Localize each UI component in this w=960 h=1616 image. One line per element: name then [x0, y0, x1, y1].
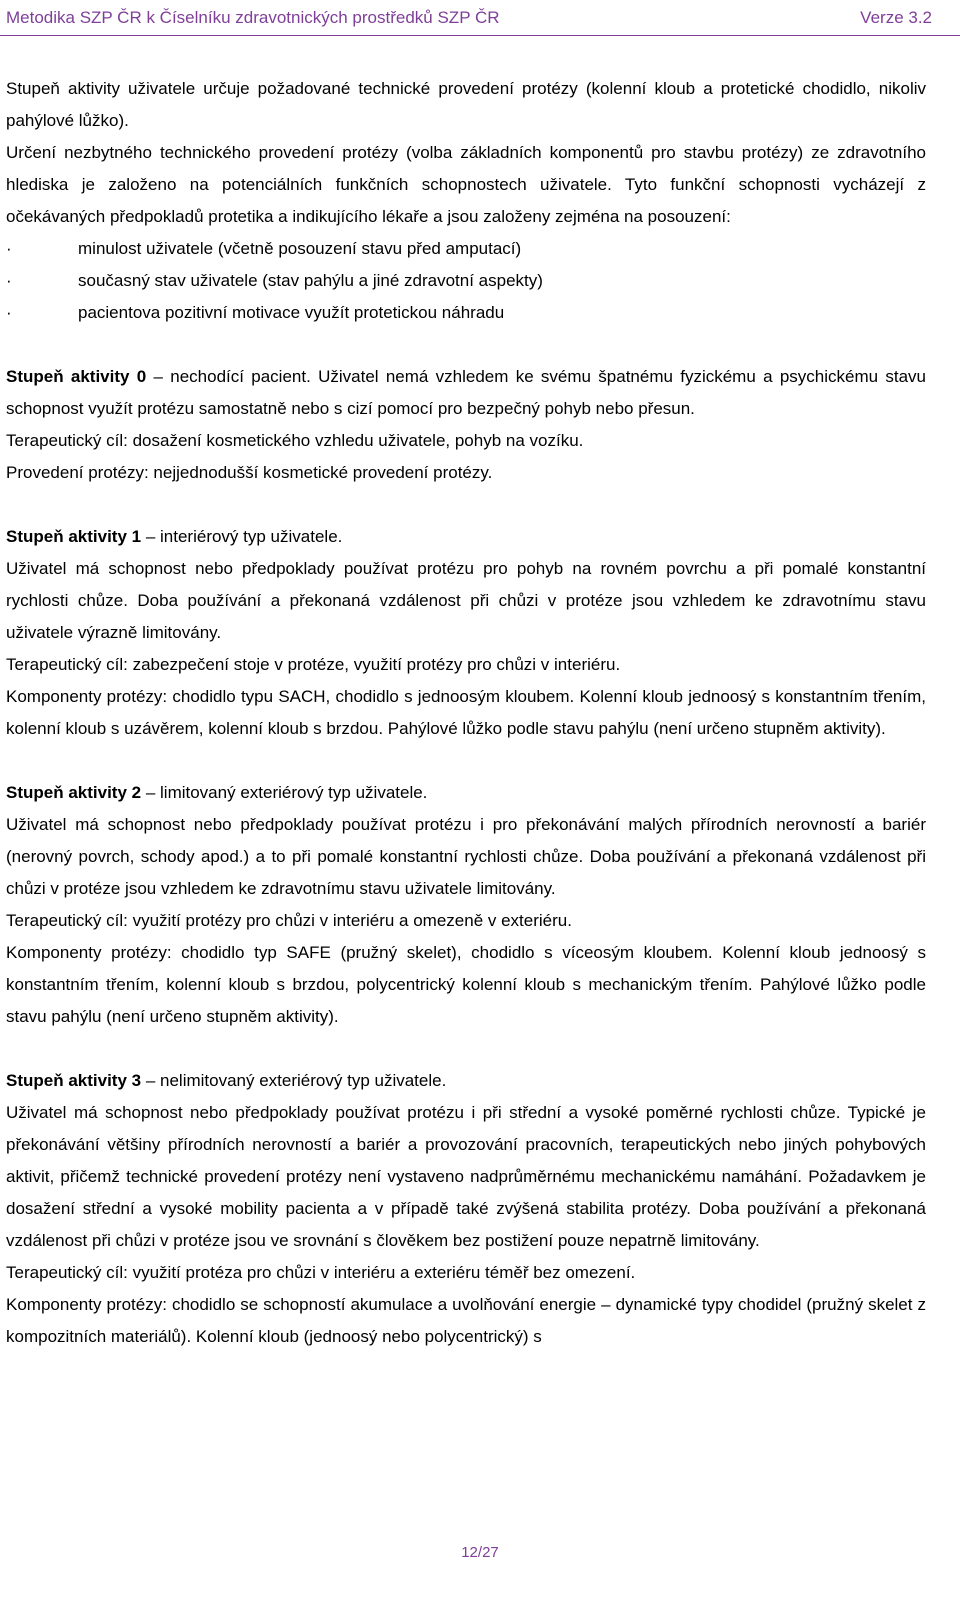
level-0-description: Uživatel nemá vzhledem ke svému špatnému fyzickému a psychickému stavu schopnost využít protézu samostatně nebo s cizí pomocí pro bezpečný pohyb nebo přesun. [6, 367, 926, 418]
list-item [6, 265, 926, 297]
level-0-heading: Stupeň aktivity 0 [6, 367, 147, 386]
list-item [6, 297, 926, 329]
list-item [6, 233, 926, 265]
page-header [0, 0, 960, 36]
page-number: 12/27 [461, 1544, 499, 1561]
level-1-heading: Stupeň aktivity 1 [6, 527, 142, 546]
level-1-goal: Terapeutický cíl: zabezpečení stoje v protéze, využití protézy pro chůzi v interiéru. [6, 655, 621, 674]
level-3-heading: Stupeň aktivity 3 [6, 1071, 142, 1090]
bullet-icon: · [6, 239, 12, 258]
header-divider [0, 35, 960, 36]
level-1-section [6, 521, 926, 553]
level-3-lead: nelimitovaný exteriérový typ uživatele. [160, 1071, 447, 1090]
level-2-goal: Terapeutický cíl: využití protézy pro chůzi v interiéru a omezeně v exteriéru. [6, 911, 572, 930]
level-3-goal: Terapeutický cíl: využití protéza pro chůzi v interiéru a exteriéru téměř bez omezení. [6, 1263, 636, 1282]
level-0-dash: – [146, 367, 171, 386]
document-body [6, 73, 926, 1353]
level-0-design: Provedení protézy: nejjednodušší kosmetické provedení protézy. [6, 463, 493, 482]
level-3-section [6, 1065, 926, 1097]
level-2-description: Uživatel má schopnost nebo předpoklady používat protézu i pro překonávání malých přírodních nerovností a bariér (nerovný povrch, schody apod.) a to při pomalé konstantní rychlosti chůze. Doba používání a překonaná vzdálenost při chůzi v protéze jsou vzhledem ke zdravotnímu stavu uživatele limitovány. [6, 815, 926, 898]
intro-paragraph-2: Určení nezbytného technického provedení protézy (volba základních komponentů pro stavbu protézy) ze zdravotního hlediska je založeno na potenciálních funkčních schopnostech uživatele. Tyto funkční schopnosti vycházejí z očekávaných předpokladů protetika a indikujícího lékaře a jsou založeny zejména na posouzení: [6, 143, 926, 226]
level-2-heading: Stupeň aktivity 2 [6, 783, 142, 802]
level-3-dash: – [141, 1071, 161, 1090]
level-1-lead: interiérový typ uživatele. [160, 527, 343, 546]
level-0-lead: nechodící pacient. [170, 367, 311, 386]
level-2-components: Komponenty protézy: chodidlo typ SAFE (pružný skelet), chodidlo s víceosým kloubem. Kolenní kloub jednoosý s konstantním třením, kolenní kloub s brzdou, polycentrický kolenní kloub s mechanickým třením. Pahýlové lůžko podle stavu pahýlu (není určeno stupněm aktivity). [6, 943, 926, 1026]
list-item-text: současný stav uživatele (stav pahýlu a jiné zdravotní aspekty) [78, 271, 543, 290]
level-2-section [6, 777, 926, 809]
level-3-components: Komponenty protézy: chodidlo se schopností akumulace a uvolňování energie – dynamické typy chodidel (pružný skelet z kompozitních materiálů). Kolenní kloub (jednoosý nebo polycentrický) s [6, 1295, 926, 1346]
level-2-lead: limitovaný exteriérový typ uživatele. [160, 783, 428, 802]
level-3-description: Uživatel má schopnost nebo předpoklady používat protézu i při střední a vysoké poměrné rychlosti chůze. Typické je překonávání většiny přírodních nerovností a bariér a provozování pracovních, terapeutických nebo jiných pohybových aktivit, přičemž technické provedení protézy není vystaveno nadprůměrnému mechanickému namáhání. Požadavkem je dosažení střední a vysoké mobility pacienta a v případě také zvýšená stabilita protézy. Doba používání a překonaná vzdálenost při chůzi v protéze jsou ve srovnání s člověkem bez postižení pouze nepatrně limitovány. [6, 1103, 926, 1250]
level-0-goal: Terapeutický cíl: dosažení kosmetického vzhledu uživatele, pohyb na vozíku. [6, 431, 584, 450]
document-version: Verze 3.2 [860, 8, 932, 27]
document-title: Metodika SZP ČR k Číselníku zdravotnických prostředků SZP ČR [6, 8, 500, 27]
list-item-text: minulost uživatele (včetně posouzení stavu před amputací) [78, 239, 522, 258]
level-1-components: Komponenty protézy: chodidlo typu SACH, chodidlo s jednoosým kloubem. Kolenní kloub jednoosý s konstantním třením, kolenní kloub s uzávěrem, kolenní kloub s brzdou. Pahýlové lůžko podle stavu pahýlu (není určeno stupněm aktivity). [6, 687, 926, 738]
level-1-description: Uživatel má schopnost nebo předpoklady používat protézu pro pohyb na rovném povrchu a při pomalé konstantní rychlosti chůze. Doba používání a překonaná vzdálenost při chůzi v protéze jsou vzhledem ke zdravotnímu stavu uživatele výrazně limitovány. [6, 559, 926, 642]
list-item-text: pacientova pozitivní motivace využít protetickou náhradu [78, 303, 505, 322]
level-2-dash: – [141, 783, 161, 802]
level-1-dash: – [141, 527, 161, 546]
intro-paragraph-1: Stupeň aktivity uživatele určuje požadované technické provedení protézy (kolenní kloub a protetické chodidlo, nikoliv pahýlové lůžko). [6, 79, 926, 130]
bullet-icon: · [6, 303, 12, 322]
bullet-icon: · [6, 271, 12, 290]
level-0-section [6, 361, 926, 425]
